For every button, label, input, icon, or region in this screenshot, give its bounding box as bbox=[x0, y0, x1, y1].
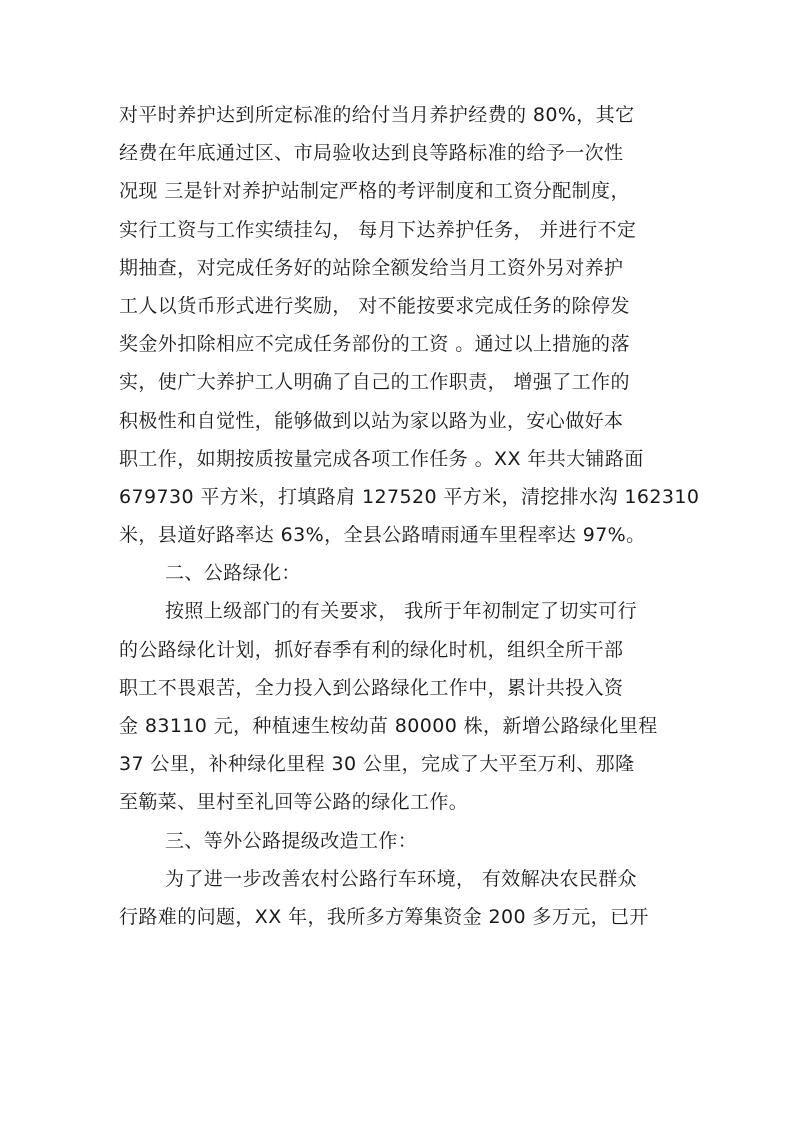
text-line: 按照上级部门的有关要求， 我所于年初制定了切实可行 bbox=[165, 600, 638, 623]
text-line: 期抽查，对完成任务好的站除全额发给当月工资外另对养护 bbox=[119, 256, 624, 279]
text-line: 米，县道好路率达 63%，全县公路晴雨通车里程率达 97%。 bbox=[119, 524, 646, 547]
section-heading: 二、公路绿化： bbox=[165, 562, 301, 585]
text-line: 37 公里，补种绿化里程 30 公里，完成了大平至万利、那隆 bbox=[119, 753, 635, 776]
text-line: 经费在年底通过区、市局验收达到良等路标准的给予一次性 bbox=[119, 142, 624, 165]
text-line: 为了进一步改善农村公路行车环境， 有效解决农民群众 bbox=[165, 867, 638, 890]
text-line: 职工不畏艰苦，全力投入到公路绿化工作中，累计共投入资 bbox=[119, 676, 624, 699]
text-line: 奖金外扣除相应不完成任务部份的工资 。通过以上措施的落 bbox=[119, 333, 630, 356]
text-line: 金 83110 元，种植速生桉幼苗 80000 株，新增公路绿化里程 bbox=[119, 715, 658, 737]
section-heading: 三、等外公路提级改造工作： bbox=[165, 829, 418, 852]
text-line: 实行工资与工作实绩挂勾， 每月下达养护任务， 并进行不定 bbox=[119, 218, 637, 241]
text-line: 对平时养护达到所定标准的给付当月养护经费的 80%，其它 bbox=[119, 104, 635, 126]
text-line: 职工作，如期按质按量完成各项工作任务 。XX 年共大铺路面 bbox=[119, 447, 644, 470]
body-text bbox=[119, 96, 699, 936]
text-line: 679730 平方米，打填路肩 127520 平方米，清挖排水沟 162310 bbox=[119, 485, 700, 508]
text-line: 的公路绿化计划，抓好春季有利的绿化时机，组织全所干部 bbox=[119, 638, 624, 661]
text-line: 况现 三是针对养护站制定严格的考评制度和工资分配制度， bbox=[119, 180, 630, 203]
text-line: 实，使广大养护工人明确了自己的工作职责， 增强了工作的 bbox=[119, 371, 630, 394]
text-line: 至簕菜、里村至礼回等公路的绿化工作。 bbox=[119, 791, 469, 814]
text-line: 行路难的问题，XX 年，我所多方筹集资金 200 多万元，已开 bbox=[119, 905, 649, 928]
text-line: 工人以货币形式进行奖励， 对不能按要求完成任务的除停发 bbox=[119, 294, 630, 317]
text-line: 积极性和自觉性，能够做到以站为家以路为业，安心做好本 bbox=[119, 409, 624, 432]
